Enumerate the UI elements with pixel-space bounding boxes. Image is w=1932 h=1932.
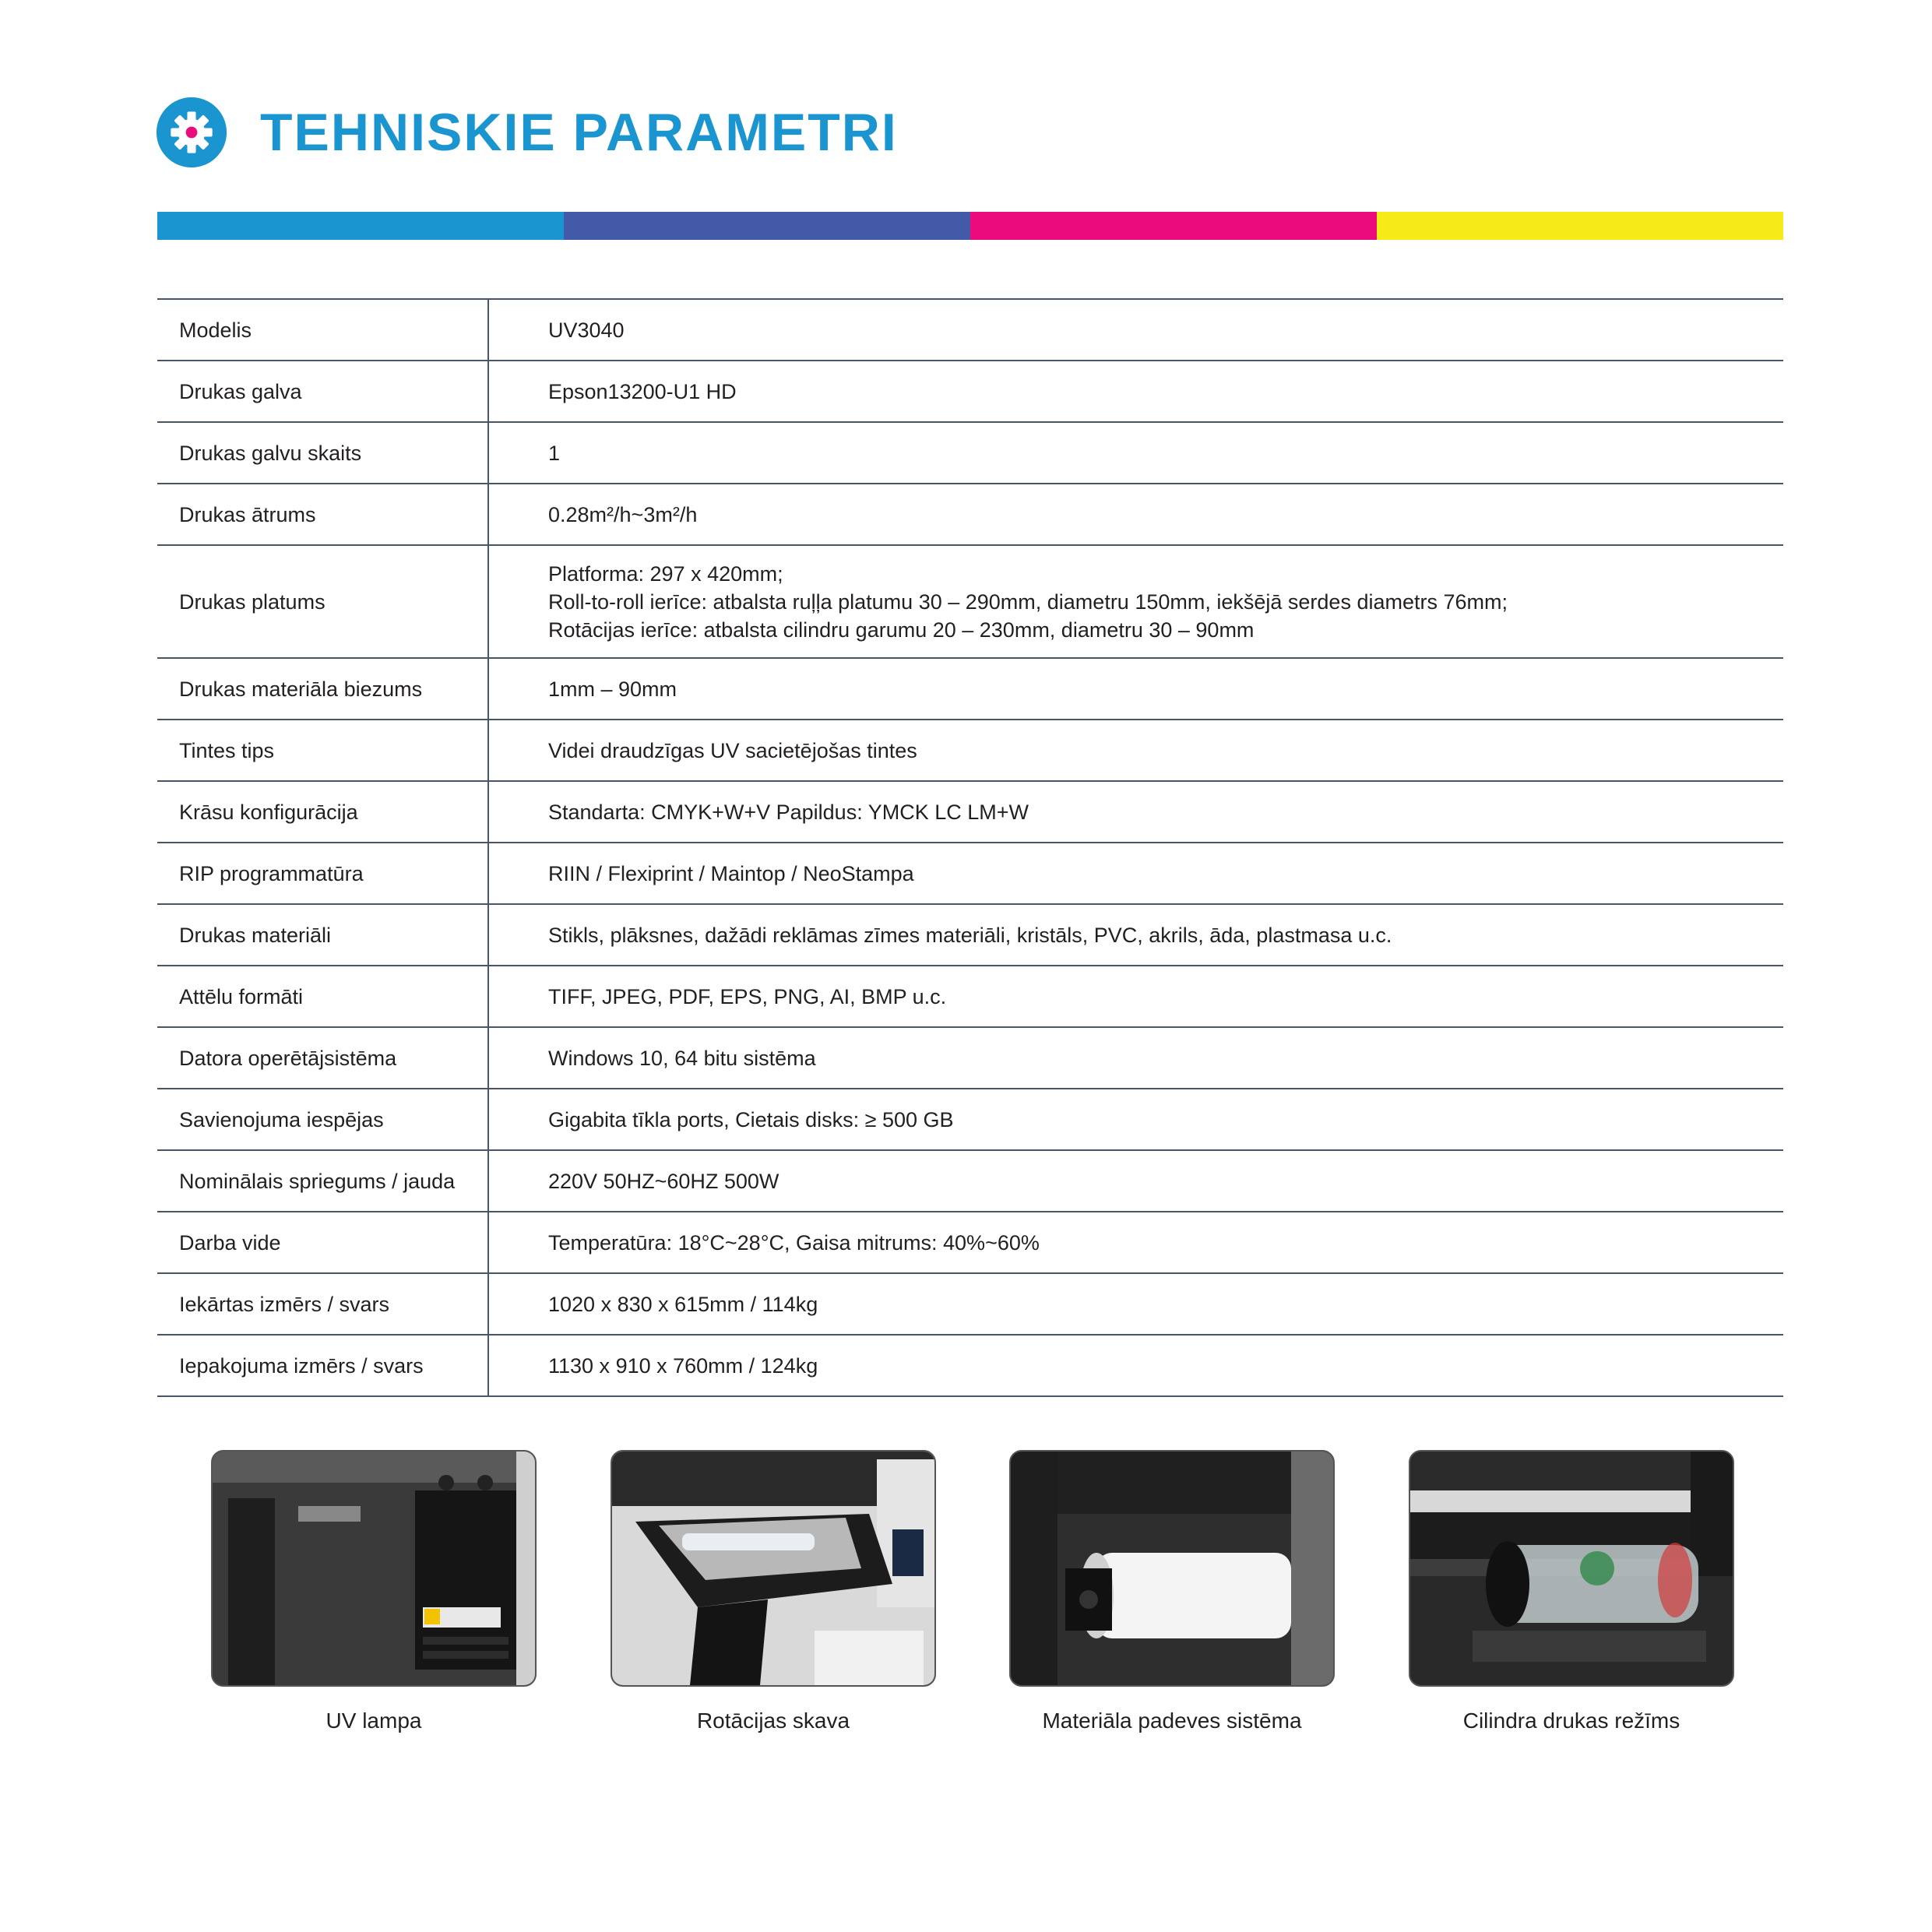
gear-icon [156,97,227,168]
spec-value [488,1273,1783,1335]
spec-row [157,720,1783,781]
spec-value-line: Temperatūra: 18°C~28°C, Gaisa mitrums: 40%~60% [548,1230,1040,1255]
photo-caption: Cilindra drukas režīms [1462,1709,1680,1733]
spec-value-line: 1020 x 830 x 615mm / 114kg [548,1292,818,1316]
spec-row [157,843,1783,904]
spec-value [488,1089,1783,1150]
spec-label: Krāsu konfigurācija [157,781,488,843]
spec-value [488,422,1783,484]
spec-value-line: Rotācijas ierīce: atbalsta cilindru garumu 20 – 230mm, diametru 30 – 90mm [548,618,1255,642]
spec-row [157,781,1783,843]
page-header [156,96,898,169]
spec-label: Drukas galvu skaits [157,422,488,484]
spec-label: Datora operētājsistēma [157,1027,488,1089]
photo-caption: Materiāla padeves sistēma [1042,1709,1302,1733]
uv-lamp-image [213,1452,535,1685]
spec-value-line: Gigabita tīkla ports, Cietais disks: ≥ 500 GB [548,1107,954,1131]
spec-row [157,545,1783,658]
spec-value [488,720,1783,781]
photo-frame [211,1450,537,1687]
spec-value [488,658,1783,720]
spec-value [488,781,1783,843]
photo-frame [611,1450,936,1687]
spec-label: Iepakojuma izmērs / svars [157,1335,488,1396]
spec-label: Tintes tips [157,720,488,781]
rotary-clamp-image [612,1452,934,1685]
photo-rotary-clamp [611,1450,936,1733]
spec-value-line: 1mm – 90mm [548,677,677,701]
spec-row [157,658,1783,720]
spec-value-line: 0.28m²/h~3m²/h [548,502,698,526]
spec-value-line: Platforma: 297 x 420mm; [548,561,783,586]
feeding-system-image [1011,1452,1333,1685]
spec-value-line: RIIN / Flexiprint / Maintop / NeoStampa [548,861,914,885]
spec-value [488,1212,1783,1273]
spec-value-line: Roll-to-roll ierīce: atbalsta ruļļa platumu 30 – 290mm, diametru 150mm, iekšējā serdes diametrs 76mm; [548,589,1508,614]
spec-value-line: Standarta: CMYK+W+V Papildus: YMCK LC LM+W [548,800,1029,824]
spec-row [157,1212,1783,1273]
spec-value [488,361,1783,422]
spec-label: Drukas materiāla biezums [157,658,488,720]
photo-frame [1009,1450,1335,1687]
spec-label: Attēlu formāti [157,966,488,1027]
photo-uv-lamp [211,1450,537,1733]
spec-label: Drukas galva [157,361,488,422]
spec-value-line: Stikls, plāksnes, dažādi reklāmas zīmes materiāli, kristāls, PVC, akrils, āda, plastmasa u.c. [548,923,1392,947]
spec-value [488,904,1783,966]
color-bar-yellow [1377,212,1783,240]
photo-caption: Rotācijas skava [696,1709,850,1733]
spec-value-line: 1130 x 910 x 760mm / 124kg [548,1353,818,1378]
spec-label: Modelis [157,299,488,361]
spec-label: Darba vide [157,1212,488,1273]
spec-row [157,904,1783,966]
spec-row [157,1150,1783,1212]
spec-label: Nominālais spriegums / jauda [157,1150,488,1212]
spec-label: Savienojuma iespējas [157,1089,488,1150]
spec-row [157,966,1783,1027]
spec-value [488,1335,1783,1396]
photo-cylinder-mode [1409,1450,1734,1733]
spec-value [488,1027,1783,1089]
spec-label: Drukas platums [157,545,488,658]
spec-value [488,484,1783,545]
spec-value-line: 220V 50HZ~60HZ 500W [548,1169,779,1193]
color-bar [157,212,1783,240]
spec-value-line: Epson13200-U1 HD [548,379,737,403]
spec-value [488,1150,1783,1212]
cylinder-mode-image [1410,1452,1733,1685]
spec-label: RIP programmatūra [157,843,488,904]
photo-feeding-system [1009,1450,1335,1733]
spec-row [157,1273,1783,1335]
spec-table [157,298,1783,1397]
spec-value [488,966,1783,1027]
spec-row [157,361,1783,422]
spec-value-line: 1 [548,441,561,465]
spec-value [488,843,1783,904]
spec-row [157,422,1783,484]
spec-value-line: UV3040 [548,318,625,342]
spec-value [488,299,1783,361]
color-bar-blue [564,212,970,240]
color-bar-magenta [970,212,1377,240]
spec-row [157,299,1783,361]
spec-row [157,1027,1783,1089]
page-title: TEHNISKIE PARAMETRI [260,103,898,162]
spec-label: Drukas materiāli [157,904,488,966]
spec-label: Drukas ātrums [157,484,488,545]
spec-row [157,1335,1783,1396]
photo-caption: UV lampa [326,1709,422,1733]
spec-row [157,484,1783,545]
spec-value [488,545,1783,658]
color-bar-cyan [157,212,564,240]
spec-label: Iekārtas izmērs / svars [157,1273,488,1335]
spec-row [157,1089,1783,1150]
spec-value-line: TIFF, JPEG, PDF, EPS, PNG, AI, BMP u.c. [548,984,947,1008]
spec-value-line: Videi draudzīgas UV sacietējošas tintes [548,738,917,762]
photo-frame [1409,1450,1734,1687]
spec-value-line: Windows 10, 64 bitu sistēma [548,1046,816,1070]
